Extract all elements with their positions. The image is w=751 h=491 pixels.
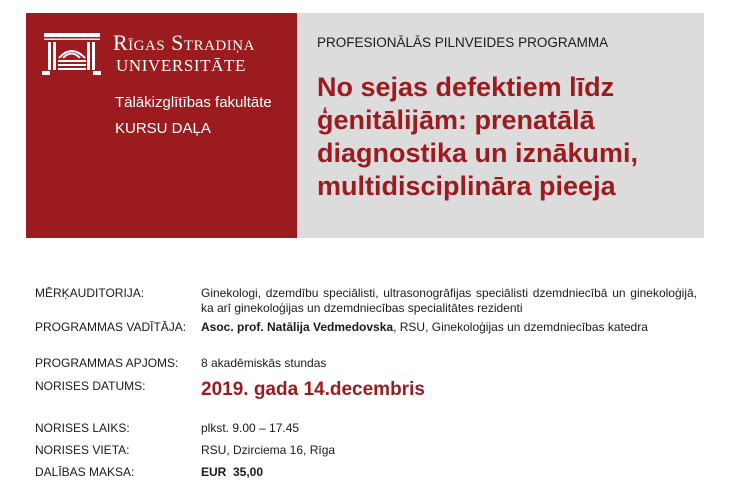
- time-row: [35, 419, 697, 441]
- audience-label: MĒRĶAUDITORIJA:: [35, 286, 145, 300]
- lead-affiliation: , RSU, Ginekoloģijas un dzemdniecības katedra: [393, 320, 648, 334]
- date-value: 2019. gada 14.decembris: [201, 379, 425, 400]
- lead-label: PROGRAMMAS VADĪTĀJA:: [35, 320, 187, 334]
- volume-row: [35, 352, 697, 379]
- program-title-line: diagnostika un iznākumi,: [317, 138, 639, 168]
- program-title-line: No sejas defektiem līdz: [317, 72, 615, 102]
- time-value: plkst. 9.00 – 17.45: [201, 421, 300, 435]
- audience-row: [35, 286, 697, 317]
- department-name: KURSU DAĻA: [115, 120, 211, 137]
- volume-label: PROGRAMMAS APJOMS:: [35, 356, 179, 370]
- program-title-line: ģenitālijām: prenatālā: [317, 105, 595, 135]
- logo-name-line2: UNIVERSITĀTE: [116, 56, 246, 75]
- fee-amount: EUR 35,00: [201, 465, 264, 479]
- fee-label: DALĪBAS MAKSA:: [35, 465, 135, 479]
- rsu-logo-icon: [42, 32, 104, 76]
- audience-value: Ginekologi, dzemdību speciālisti, ultrasonogrāfijas speciālisti dzemdniecībā un ginekoloģijā, ka arī ginekoloģijas un dzemdniecības specialitātes rezidenti: [201, 286, 697, 315]
- lead-name: Asoc. prof. Natālija Vedmedovska: [201, 320, 394, 334]
- fee-value: [201, 463, 697, 481]
- lead-value: [201, 317, 697, 352]
- logo-name-line1: Rīgas Stradiņa: [113, 30, 255, 55]
- program-details: [35, 286, 697, 481]
- faculty-name: Tālākizglītības fakultāte: [115, 94, 272, 111]
- header-brand-panel: [26, 13, 297, 238]
- header-title-panel: [297, 13, 704, 238]
- place-row: [35, 441, 697, 463]
- time-label: NORISES LAIKS:: [35, 421, 130, 435]
- place-label: NORISES VIETA:: [35, 443, 130, 457]
- volume-value: 8 akadēmiskās stundas: [201, 356, 327, 370]
- date-row: [35, 379, 697, 419]
- fee-row: [35, 463, 697, 481]
- date-label: NORISES DATUMS:: [35, 379, 146, 393]
- lead-row: [35, 317, 697, 352]
- place-value: RSU, Dzirciema 16, Rīga: [201, 443, 336, 457]
- program-title-line: multidisciplināra pieeja: [317, 171, 616, 201]
- program-type: PROFESIONĀLĀS PILNVEIDES PROGRAMMA: [317, 35, 609, 50]
- program-title: [317, 71, 702, 203]
